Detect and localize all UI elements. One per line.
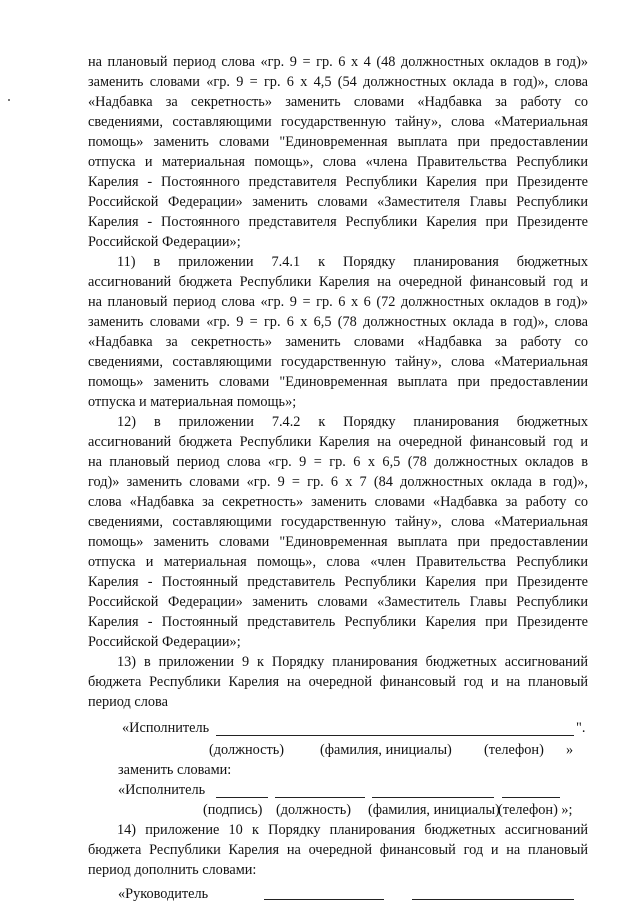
- form-c-line-rasshifrovka: [412, 899, 574, 900]
- text-line: бюджета Республики Карелия на очередной финансовый год и на плановый: [88, 674, 588, 690]
- text-line: на плановый период слова «гр. 9 = гр. 6 х 6,5 (78 должностных окладов в: [88, 454, 588, 470]
- form-b-caption-dolzhnost: (должность): [276, 802, 352, 818]
- text-line: отпуска и материальная помощь», слова «члена Правительства Республики: [88, 154, 588, 170]
- text-line: год)» заменить словами «гр. 9 = гр. 6 х 7 (84 должностных оклада в год)»,: [88, 474, 588, 490]
- form-b-caption-podpis: (подпись): [203, 802, 263, 818]
- form-b-caption-telefon: (телефон) »;: [498, 802, 573, 818]
- text-line: сведениями, составляющими государственную тайну», слова «Материальная: [88, 514, 588, 530]
- text-line: Российской Федерации»;: [88, 634, 241, 650]
- text-line: Российской Федерации» заменить словами «Заместителя Главы Республики: [88, 194, 588, 210]
- form-b-line-fio: [372, 797, 494, 798]
- form-a-close-guillemet: »: [566, 742, 574, 758]
- text-line: помощь» заменить словами "Единовременная выплата при предоставлении: [88, 134, 588, 150]
- form-a-caption-fio: (фамилия, инициалы): [320, 742, 452, 758]
- form-b-line-podpis: [216, 797, 268, 798]
- scan-speck: [8, 99, 10, 101]
- item-14-first-line: 14) приложение 10 к Порядку планирования бюджетных ассигнований: [117, 822, 588, 838]
- form-b-line-telefon: [502, 797, 560, 798]
- form-b-caption-fio: (фамилия, инициалы): [368, 802, 500, 818]
- text-line: заменить словами «гр. 9 = гр. 6 х 6,5 (78 должностных оклада в год)», слова: [88, 314, 588, 330]
- text-line: на плановый период слова «гр. 9 = гр. 6 х 4 (48 должностных окладов в год)»: [88, 54, 588, 70]
- text-line: заменить словами «гр. 9 = гр. 6 х 4,5 (54 должностных оклада в год)», слова: [88, 74, 588, 90]
- text-line: ассигнований бюджета Республики Карелия на очередной финансовый год и: [88, 274, 588, 290]
- form-a-zamenit: заменить словами:: [118, 762, 232, 778]
- item-12-first-line: 12) в приложении 7.4.2 к Порядку планирования бюджетных: [117, 414, 588, 430]
- text-line: сведениями, составляющими государственную тайну», слова «Материальная: [88, 354, 588, 370]
- text-line: Карелия - Постоянного представителя Республики Карелия при Президенте: [88, 214, 588, 230]
- item-13-first-line: 13) в приложении 9 к Порядку планирования бюджетных ассигнований: [117, 654, 588, 670]
- text-line: помощь» заменить словами "Единовременная выплата при предоставлении: [88, 374, 588, 390]
- text-line: Карелия - Постоянного представителя Республики Карелия при Президенте: [88, 174, 588, 190]
- text-line: Карелия - Постоянный представитель Республики Карелия при Президенте: [88, 614, 588, 630]
- text-line: период слова: [88, 694, 168, 710]
- text-line: период дополнить словами:: [88, 862, 257, 878]
- form-a-close-quote: ".: [576, 720, 586, 736]
- form-a-ispolnitel-label: «Исполнитель: [122, 720, 210, 736]
- text-line: «Надбавка за секретность» заменить словами «Надбавка за работу со: [88, 94, 588, 110]
- text-line: Карелия - Постоянный представитель Республики Карелия при Президенте: [88, 574, 588, 590]
- form-a-caption-telefon: (телефон): [484, 742, 544, 758]
- text-line: «Надбавка за секретность» заменить словами «Надбавка за работу со: [88, 334, 588, 350]
- form-c-rukovoditel-label: «Руководитель: [118, 886, 209, 902]
- text-line: на плановый период слова «гр. 9 = гр. 6 х 6 (72 должностных окладов в год)»: [88, 294, 588, 310]
- text-line: помощь» заменить словами "Единовременная выплата при предоставлении: [88, 534, 588, 550]
- text-line: отпуска и материальная помощь», слова «член Правительства Республики: [88, 554, 588, 570]
- text-line: бюджета Республики Карелия на очередной финансовый год и на плановый: [88, 842, 588, 858]
- text-line: отпуска и материальная помощь»;: [88, 394, 297, 410]
- text-line: сведениями, составляющими государственную тайну», слова «Материальная: [88, 114, 588, 130]
- item-11-first-line: 11) в приложении 7.4.1 к Порядку планирования бюджетных: [117, 254, 588, 270]
- form-a-signature-line: [216, 735, 574, 736]
- form-c-line-podpis: [264, 899, 384, 900]
- form-b-ispolnitel-label: «Исполнитель: [118, 782, 206, 798]
- text-line: слова «Надбавка за секретность» заменить словами «Надбавка за работу со: [88, 494, 588, 510]
- text-line: Российской Федерации» заменить словами «Заместитель Главы Республики: [88, 594, 588, 610]
- form-b-line-dolzhnost: [275, 797, 365, 798]
- form-a-caption-dolzhnost: (должность): [209, 742, 285, 758]
- text-line: Российской Федерации»;: [88, 234, 241, 250]
- text-line: ассигнований бюджета Республики Карелия на очередной финансовый год и: [88, 434, 588, 450]
